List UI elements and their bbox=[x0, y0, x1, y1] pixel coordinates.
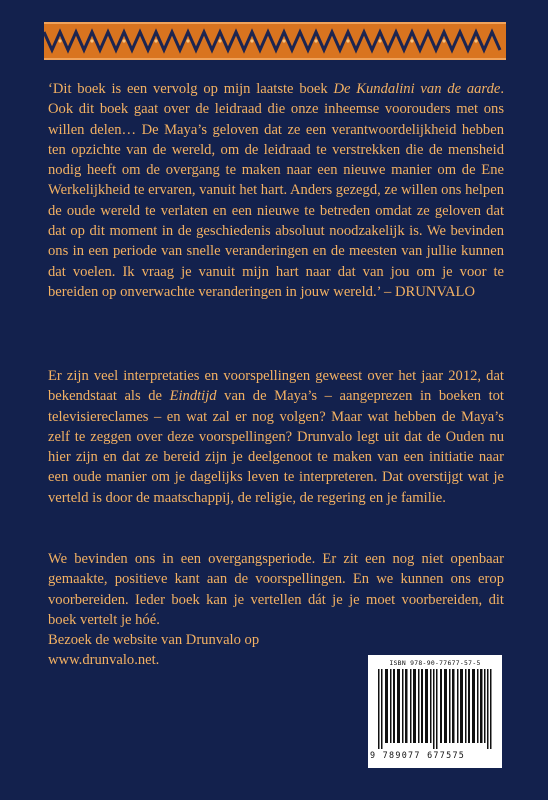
zigzag-ornament-icon bbox=[44, 24, 502, 58]
website-url: www.drunvalo.net. bbox=[48, 652, 160, 669]
closing-paragraph bbox=[48, 549, 504, 671]
quote-text-part2: . Ook dit boek gaat over de leidraad die onze inheemse voorouders met ons willen delen… De Maya’s geloven dat ze een verantwoordelijkheid hebben ten opzichte van de wereld, om de leidraad te verstrekken die de mensheid nodig heeft om de overgang te maken naar een nieuwe manier om de Ene Werkelijkheid te ervaren, vanuit het hart. Anders gezegd, ze willen ons helpen de oude wereld te verlaten en een nieuwe te betreden omdat ze geloven dat dat op dit moment in de geschiedenis absoluut noodzakelijk is. We bevinden ons in een periode van snelle veranderingen en de meesten van jullie kunnen dat voelen. Ik vraag je vanuit mijn hart naar dat van jou om je voor te bereiden op onverwachte veranderingen in jouw wereld.’ – DRUNVALO bbox=[48, 81, 504, 300]
eindtijd-term: Eindtijd bbox=[169, 388, 217, 405]
book-title-kundalini: De Kundalini van de aarde bbox=[333, 81, 501, 97]
isbn-label: ISBN 978-90-77677-57-5 bbox=[389, 659, 481, 667]
description-text-part1: Er zijn veel interpretaties en voorspellingen geweest over het jaar 2012, dat bekendstaat als de bbox=[48, 368, 504, 405]
quote-paragraph bbox=[48, 79, 504, 302]
isbn-barcode bbox=[368, 655, 502, 768]
quote-text-part1: ‘Dit boek is een vervolg op mijn laatste boek bbox=[48, 81, 334, 97]
website-line: Bezoek de website van Drunvalo op bbox=[48, 632, 260, 649]
description-paragraph bbox=[48, 366, 504, 508]
barcode-icon bbox=[376, 669, 494, 749]
description-text-part2: van de Maya’s – aangeprezen in boeken tot televisiereclames – en wat zal er nog volgen? Maar wat hebben de Maya’s zelf te zeggen over deze voorspellingen? Drunvalo legt uit dat de Ouden nu hier zijn en dat ze bereid zijn je deelgenoot te maken van een initiatie naar een oude manier om je dagelijks leven te interpreteren. Dat overstijgt wat je verteld is door de maatschappij, de religie, de regering en je familie. bbox=[48, 388, 504, 506]
decorative-band bbox=[44, 22, 506, 60]
closing-text: We bevinden ons in een overgangsperiode. Er zit een nog niet openbaar gemaakte, positieve kant aan de voorspellingen. En we kunnen ons erop voorbereiden. Ieder boek kan je vertellen dát je je moet voorbereiden, dit boek vertelt je hóé. bbox=[48, 551, 504, 628]
barcode-digits: 9 789077 677575 bbox=[370, 750, 466, 760]
